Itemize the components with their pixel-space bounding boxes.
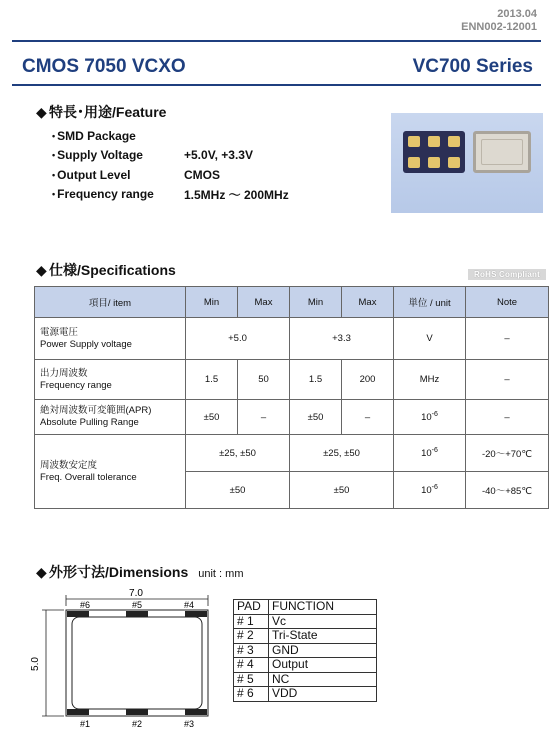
- product-title: CMOS 7050 VCXO: [22, 56, 186, 77]
- param-jp: 電源電圧: [40, 326, 79, 338]
- feature-item: [52, 146, 289, 166]
- pad-4: [185, 611, 207, 617]
- unit-exponent: -6: [431, 446, 438, 454]
- chip-pad: [448, 157, 460, 168]
- feature-item: [52, 165, 289, 185]
- chip-pad: [408, 157, 420, 168]
- param-en: Freq. Overall tolerance: [40, 471, 137, 483]
- header-rule-bottom: [12, 84, 541, 86]
- col-header-note: Note: [466, 287, 549, 318]
- pad-number: # 4: [234, 658, 269, 673]
- unit-cell: [394, 400, 466, 435]
- unit-base: 10: [421, 448, 432, 460]
- pad-number: # 3: [234, 643, 269, 658]
- feature-value: CMOS: [184, 167, 220, 182]
- pin-label: #4: [183, 600, 195, 610]
- value-cell: ±25, ±50: [290, 435, 394, 472]
- feature-value: +5.0V, +3.3V: [184, 148, 253, 163]
- param-cell: [35, 400, 186, 435]
- note-cell: -40～+85℃: [466, 472, 549, 509]
- note-cell: –: [466, 360, 549, 400]
- unit-exponent: -6: [431, 483, 438, 491]
- table-row: [35, 435, 549, 472]
- value-cell: ±25, ±50: [186, 435, 290, 472]
- pad-5: [126, 611, 148, 617]
- pad-header-row: [234, 600, 377, 615]
- spec-header-row: [35, 287, 549, 318]
- function-header: FUNCTION: [269, 600, 377, 615]
- table-row: [35, 400, 549, 435]
- dimension-drawing: [28, 586, 218, 731]
- series-title: VC700 Series: [412, 56, 533, 77]
- col-header-min: Min: [186, 287, 238, 318]
- note-cell: –: [466, 400, 549, 435]
- pad-function: GND: [269, 643, 377, 658]
- col-header-item: 項目/ item: [35, 287, 186, 318]
- col-header-max: Max: [238, 287, 290, 318]
- document-meta: [461, 8, 537, 34]
- table-row: [35, 318, 549, 360]
- col-header-max: Max: [342, 287, 394, 318]
- param-en: Frequency range: [40, 379, 112, 391]
- unit-cell: [394, 435, 466, 472]
- height-label: 5.0: [30, 657, 41, 671]
- value-cell: ±50: [186, 400, 238, 435]
- feature-item: [52, 185, 289, 205]
- pad-3: [185, 709, 207, 715]
- feature-label: • SMD Package: [52, 129, 184, 143]
- param-en: Absolute Pulling Range: [40, 417, 139, 428]
- feature-label: • Supply Voltage: [52, 148, 184, 162]
- param-jp: 出力周波数: [40, 367, 88, 379]
- pad-function: NC: [269, 672, 377, 687]
- spec-heading: ◆ 仕様/Specifications: [36, 262, 176, 278]
- dimension-heading: ◆ 外形寸法/Dimensions unit : mm: [36, 564, 244, 580]
- feature-item: [52, 126, 289, 146]
- pad-function: Vc: [269, 614, 377, 629]
- pin-label: #3: [183, 719, 195, 729]
- value-cell: 1.5: [186, 360, 238, 400]
- chip-pad: [448, 136, 460, 147]
- chip-top-view: [473, 131, 531, 173]
- param-en: Power Supply voltage: [40, 338, 132, 350]
- unit-cell: V: [394, 318, 466, 360]
- value-cell: +3.3: [290, 318, 394, 360]
- param-jp: 絶対周波数可変範囲(APR): [40, 405, 152, 416]
- param-cell: [35, 360, 186, 400]
- table-row: [234, 687, 377, 702]
- product-photo: [391, 113, 543, 213]
- table-row: [234, 658, 377, 673]
- param-cell: [35, 318, 186, 360]
- value-cell: –: [342, 400, 394, 435]
- value-cell: ±50: [290, 400, 342, 435]
- package-outline: [66, 610, 208, 716]
- value-cell: 1.5: [290, 360, 342, 400]
- package-inner-outline: [72, 617, 202, 709]
- value-cell: 200: [342, 360, 394, 400]
- feature-label: • Frequency range: [52, 187, 184, 201]
- pad-function: Output: [269, 658, 377, 673]
- table-row: [234, 672, 377, 687]
- table-row: [234, 643, 377, 658]
- chip-pad: [428, 136, 440, 147]
- col-header-unit: 単位 / unit: [394, 287, 466, 318]
- unit-note: unit : mm: [198, 568, 244, 580]
- diamond-bullet-icon: ◆: [36, 262, 47, 278]
- value-cell: ±50: [290, 472, 394, 509]
- pin-label: #2: [131, 719, 143, 729]
- pad-function: VDD: [269, 687, 377, 702]
- note-cell: –: [466, 318, 549, 360]
- diamond-bullet-icon: ◆: [36, 564, 47, 580]
- unit-cell: MHz: [394, 360, 466, 400]
- unit-base: 10: [421, 412, 432, 424]
- width-label: 7.0: [129, 588, 143, 599]
- feature-value: 1.5MHz 〜 200MHz: [184, 187, 289, 202]
- spec-table: [34, 286, 549, 509]
- feature-list: [52, 126, 289, 204]
- value-cell: +5.0: [186, 318, 290, 360]
- chip-pad: [428, 157, 440, 168]
- col-header-min: Min: [290, 287, 342, 318]
- table-row: [35, 360, 549, 400]
- value-cell: 50: [238, 360, 290, 400]
- pad-number: # 6: [234, 687, 269, 702]
- chip-pad: [408, 136, 420, 147]
- param-jp: 周波数安定度: [40, 459, 98, 471]
- rohs-badge: RoHS Compliant: [468, 269, 546, 280]
- unit-cell: [394, 472, 466, 509]
- pad-number: # 1: [234, 614, 269, 629]
- diamond-bullet-icon: ◆: [36, 104, 47, 120]
- document-date: 2013.04: [497, 8, 537, 20]
- feature-heading: ◆ 特長･用途/Feature: [36, 104, 167, 120]
- header-rule-top: [12, 40, 541, 42]
- pin-label: #5: [131, 600, 143, 610]
- value-cell: ±50: [186, 472, 290, 509]
- value-cell: –: [238, 400, 290, 435]
- pad-6: [67, 611, 89, 617]
- table-row: [234, 614, 377, 629]
- chip-bottom-view: [403, 131, 465, 173]
- pad-2: [126, 709, 148, 715]
- feature-label: • Output Level: [52, 168, 184, 182]
- pad-function-table: [233, 599, 377, 702]
- document-number: ENN002-12001: [461, 21, 537, 33]
- pin-label: #6: [79, 600, 91, 610]
- pin-label: #1: [79, 719, 91, 729]
- unit-base: 10: [421, 485, 432, 497]
- unit-exponent: -6: [431, 410, 438, 418]
- note-cell: -20～+70℃: [466, 435, 549, 472]
- pad-function: Tri-State: [269, 629, 377, 644]
- pad-1: [67, 709, 89, 715]
- pad-header: PAD: [234, 600, 269, 615]
- table-row: [234, 629, 377, 644]
- pad-number: # 5: [234, 672, 269, 687]
- pad-number: # 2: [234, 629, 269, 644]
- param-cell: [35, 435, 186, 509]
